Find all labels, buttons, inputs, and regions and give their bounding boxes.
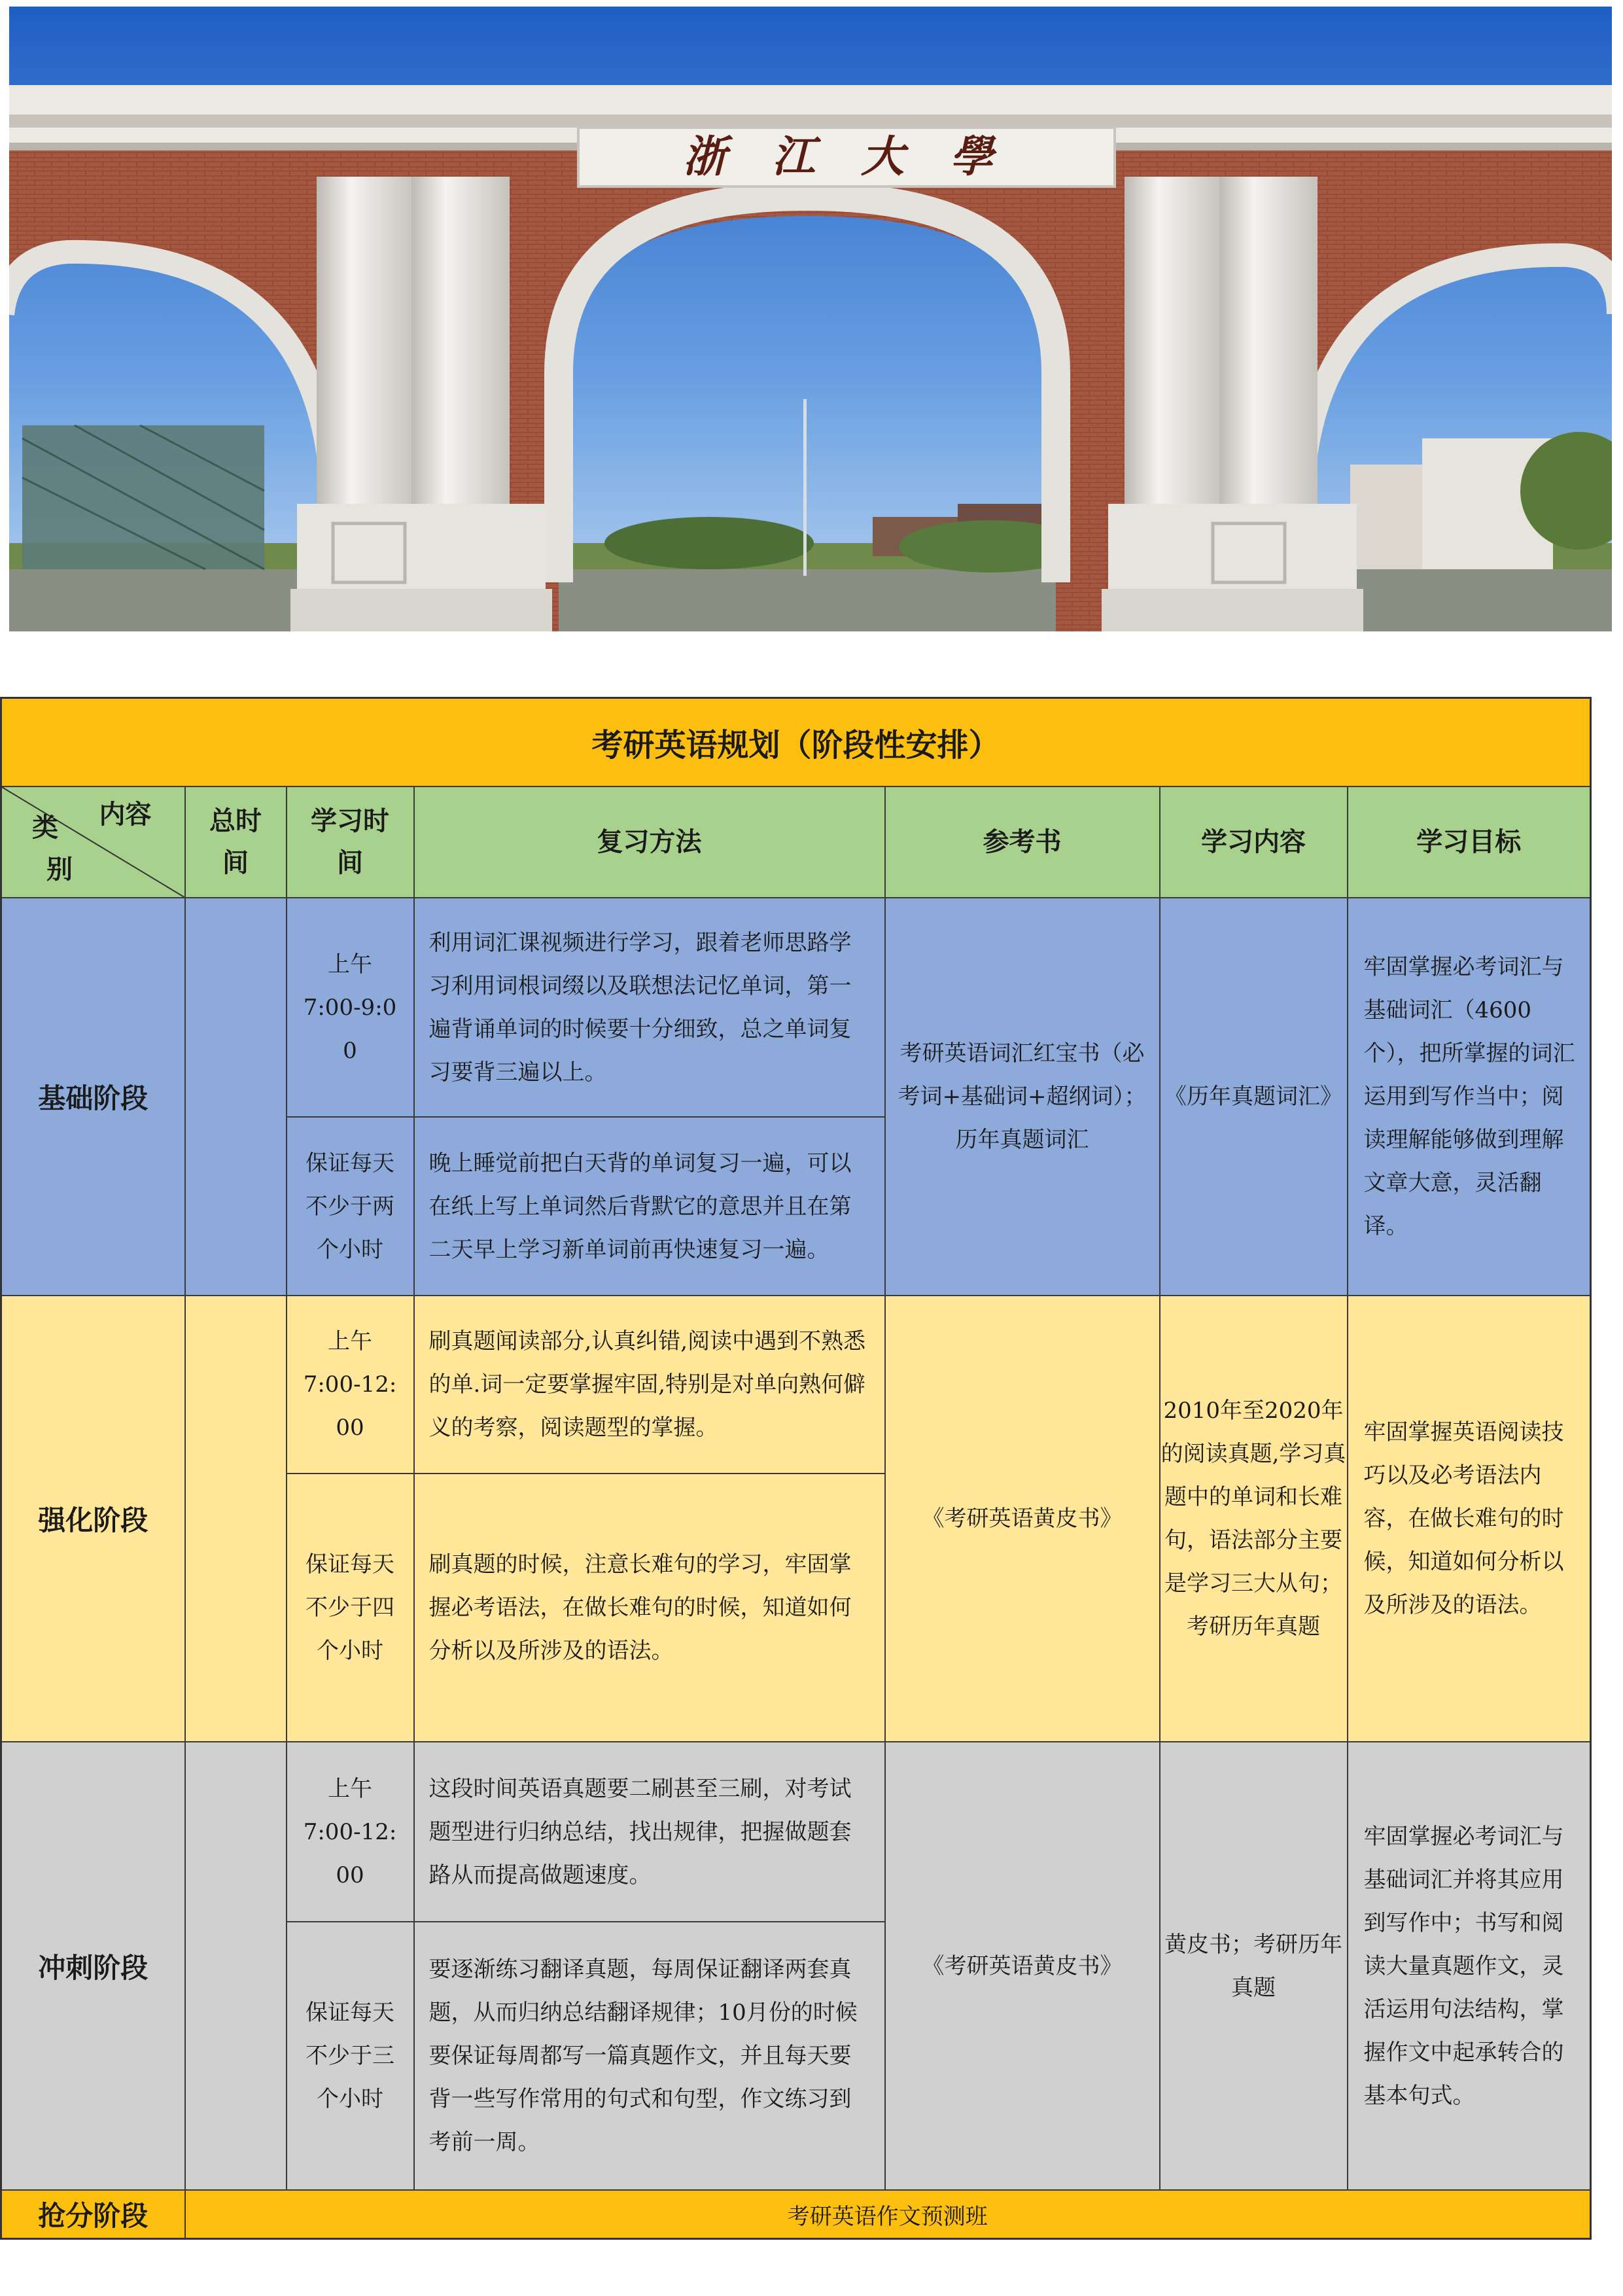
strengthen-goal: 牢固掌握英语阅读技巧以及必考语法内容，在做长难句的时候，知道如何分析以及所涉及的语法。 xyxy=(1348,1296,1591,1742)
header-study-content: 学习内容 xyxy=(1160,786,1348,898)
strengthen-content: 2010年至2020年的阅读真题,学习真题中的单词和长难句，语法部分主要是学习三大从句；考研历年真题 xyxy=(1160,1296,1348,1742)
basic-method-evening: 晚上睡觉前把白天背的单词复习一遍，可以在纸上写上单词然后背默它的意思并且在第二天早上学习新单词前再快速复习一遍。 xyxy=(414,1117,885,1296)
strengthen-time-morning: 上午 7:00-12: 00 xyxy=(287,1296,414,1474)
basic-goal: 牢固掌握必考词汇与基础词汇（4600个），把所掌握的词汇运用到写作当中；阅读理解能够做到理解文章大意，灵活翻译。 xyxy=(1348,898,1591,1296)
strengthen-method-reading: 刷真题闻读部分,认真纠错,阅读中遇到不熟悉的单.词一定要掌握牢固,特别是对单向熟何僻义的考察，阅读题型的掌握。 xyxy=(414,1296,885,1474)
sprint-goal: 牢固掌握必考词汇与基础词汇并将其应用到写作中；书写和阅读大量真题作文，灵活运用句法结构，掌握作文中起承转合的基本句式。 xyxy=(1348,1742,1591,2190)
header-photo-university-gate xyxy=(9,7,1612,631)
sprint-reference: 《考研英语黄皮书》 xyxy=(885,1742,1160,2190)
gate-sign-text: 浙江大學 xyxy=(683,131,1039,182)
strengthen-time-daily: 保证每天 不少于四 个小时 xyxy=(287,1474,414,1742)
strengthen-total-time xyxy=(185,1296,287,1742)
header-total-time: 总时 间 xyxy=(185,786,287,898)
strengthen-reference: 《考研英语黄皮书》 xyxy=(885,1296,1160,1742)
header-study-time: 学习时 间 xyxy=(287,786,414,898)
final-content: 考研英语作文预测班 xyxy=(185,2190,1591,2239)
header-review-method: 复习方法 xyxy=(414,786,885,898)
basic-content: 《历年真题词汇》 xyxy=(1160,898,1348,1296)
stage-basic: 基础阶段 xyxy=(1,898,185,1296)
stage-strengthen: 强化阶段 xyxy=(1,1296,185,1742)
header-corner-category-content xyxy=(1,786,185,898)
sprint-time-morning: 上午 7:00-12: 00 xyxy=(287,1742,414,1922)
sprint-time-daily: 保证每天 不少于三 个小时 xyxy=(287,1922,414,2190)
basic-reference: 考研英语词汇红宝书（必考词+基础词+超纲词）；历年真题词汇 xyxy=(885,898,1160,1296)
strengthen-method-sentences: 刷真题的时候，注意长难句的学习，牢固掌握必考语法，在做长难句的时候，知道如何分析以及所涉及的语法。 xyxy=(414,1474,885,1742)
header-study-goal: 学习目标 xyxy=(1348,786,1591,898)
sprint-content: 黄皮书；考研历年真题 xyxy=(1160,1742,1348,2190)
sprint-total-time xyxy=(185,1742,287,2190)
stage-final: 抢分阶段 xyxy=(1,2190,185,2239)
header-corner-category: 类 别 xyxy=(32,813,73,885)
header-corner-content: 内容 xyxy=(99,800,152,830)
basic-time-morning: 上午 7:00-9:0 0 xyxy=(287,898,414,1117)
sprint-method-review: 这段时间英语真题要二刷甚至三刷，对考试题型进行归纳总结，找出规律，把握做题套路从而提高做题速度。 xyxy=(414,1742,885,1922)
basic-method-morning: 利用词汇课视频进行学习，跟着老师思路学习利用词根词缀以及联想法记忆单词，第一遍背诵单词的时候要十分细致，总之单词复习要背三遍以上。 xyxy=(414,898,885,1117)
header-reference-books: 参考书 xyxy=(885,786,1160,898)
sprint-method-writing: 要逐渐练习翻译真题，每周保证翻译两套真题，从而归纳总结翻译规律；10月份的时候要保证每周都写一篇真题作文，并且每天要背一些写作常用的句式和句型，作文练习到考前一周。 xyxy=(414,1922,885,2190)
stage-sprint: 冲刺阶段 xyxy=(1,1742,185,2190)
english-study-plan-table xyxy=(0,697,1592,2240)
basic-total-time xyxy=(185,898,287,1296)
basic-time-daily: 保证每天 不少于两 个小时 xyxy=(287,1117,414,1296)
table-title: 考研英语规划（阶段性安排） xyxy=(1,698,1591,787)
